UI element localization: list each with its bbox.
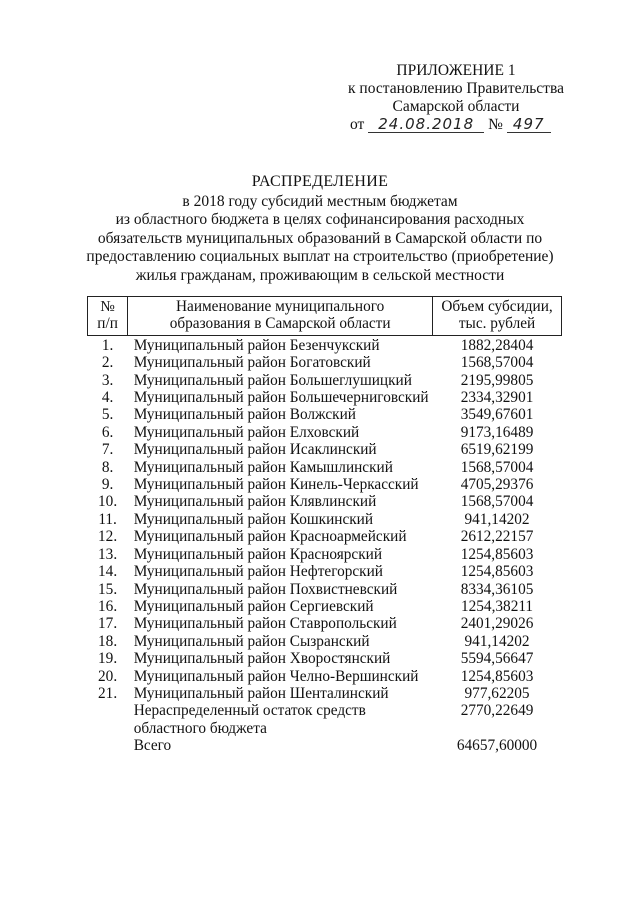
row-value: 2195,99805: [460, 371, 534, 389]
row-value: 9173,16489: [460, 423, 534, 441]
row-number: 20.: [98, 667, 118, 685]
table-row: [88, 335, 562, 354]
row-value: 1254,85603: [460, 667, 534, 685]
row-number: 21.: [98, 684, 118, 702]
row-value: 6519,62199: [460, 441, 534, 459]
row-name: Муниципальный район Большеглушицкий: [133, 371, 412, 389]
table-row: [88, 528, 562, 545]
row-name: Муниципальный район Кинель-Черкасский: [133, 476, 419, 494]
table-row: [88, 354, 562, 371]
row-name: Муниципальный район Челно-Вершинский: [133, 667, 419, 685]
subtitle-line: жилья гражданам, проживающим в сельской местности: [135, 266, 505, 284]
subsidy-table-wrapper: [87, 296, 562, 755]
handwritten-number: 497: [507, 117, 551, 133]
row-number: 17.: [98, 615, 118, 633]
row-value: 1254,85603: [460, 563, 534, 581]
row-value: 1254,38211: [460, 597, 534, 615]
row-name: Муниципальный район Шенталинский: [133, 684, 389, 702]
table-row: [88, 546, 562, 563]
row-name: Муниципальный район Камышлинский: [133, 458, 393, 476]
row-value: 941,14202: [464, 510, 530, 528]
row-number: 18.: [98, 632, 118, 650]
table-row: [88, 650, 562, 667]
subtitle-line: обязательств муниципальных образований в Самарской области по: [97, 229, 543, 247]
table-body: [88, 335, 562, 754]
table-row: [88, 372, 562, 389]
header-name-line1: Наименование муниципального: [175, 298, 385, 315]
row-number: 3.: [101, 371, 114, 389]
appendix-title: ПРИЛОЖЕНИЕ 1: [396, 62, 516, 79]
table-row: [88, 615, 562, 632]
subtitle-line: в 2018 году субсидий местным бюджетам: [182, 192, 458, 210]
row-value: 941,14202: [464, 632, 530, 650]
table-row: [88, 441, 562, 458]
table-row: [88, 563, 562, 580]
document-heading: РАСПРЕДЕЛЕНИЕ: [251, 173, 389, 190]
row-value: 1568,57004: [460, 493, 534, 511]
table-row: [88, 668, 562, 685]
total-row: [88, 737, 562, 754]
row-value: 1568,57004: [460, 458, 534, 476]
row-number-empty: [88, 737, 128, 754]
row-value: 5594,56647: [460, 650, 534, 668]
number-prefix: №: [488, 116, 503, 133]
header-value-line1: Объем субсидии,: [441, 298, 553, 315]
table-header-row: [88, 297, 562, 336]
table-row: [88, 685, 562, 702]
appendix-date-line: [336, 116, 576, 134]
total-label: Всего: [133, 737, 172, 755]
row-value: 2612,22157: [460, 528, 534, 546]
row-number-empty: [88, 702, 128, 737]
table-row: [88, 406, 562, 423]
subtitle-line: из областного бюджета в целях софинансирования расходных: [115, 211, 525, 229]
row-name: Муниципальный район Безенчукский: [133, 336, 380, 354]
row-name: Муниципальный район Большечерниговский: [133, 389, 429, 407]
header-name-line2: образования в Самарской области: [169, 315, 391, 333]
row-name: Муниципальный район Кошкинский: [133, 510, 374, 528]
table-row: [88, 459, 562, 476]
row-name: Муниципальный район Красноярский: [133, 545, 383, 563]
table-row: [88, 598, 562, 615]
row-name: Муниципальный район Исаклинский: [133, 441, 377, 459]
subsidy-table: [87, 296, 562, 755]
row-value: 2334,32901: [460, 389, 534, 407]
date-prefix: от: [350, 116, 365, 133]
row-number: 15.: [98, 580, 118, 598]
row-value: 2401,29026: [460, 615, 534, 633]
header-value-line2: тыс. рублей: [458, 315, 536, 333]
row-value: 8334,36105: [460, 580, 534, 598]
row-value: 1254,85603: [460, 545, 534, 563]
appendix-header: [336, 62, 576, 134]
row-number: 13.: [98, 545, 118, 563]
table-row: [88, 581, 562, 598]
table-row: [88, 476, 562, 493]
row-name: Муниципальный район Клявлинский: [133, 493, 377, 511]
row-number: 14.: [98, 563, 118, 581]
remainder-row: [88, 702, 562, 737]
row-name: Муниципальный район Волжский: [133, 406, 356, 424]
row-number: 8.: [101, 458, 114, 476]
table-row: [88, 424, 562, 441]
handwritten-date: 24.08.2018: [368, 117, 484, 133]
header-value: [433, 297, 562, 336]
table-row: [88, 633, 562, 650]
row-name: Муниципальный район Богатовский: [133, 354, 371, 372]
row-value: 1568,57004: [460, 354, 534, 372]
row-number: 19.: [98, 650, 118, 668]
row-number: 1.: [101, 336, 114, 354]
header-number: [88, 297, 128, 336]
row-name: Муниципальный район Ставропольский: [133, 615, 397, 633]
row-number: 6.: [101, 423, 114, 441]
row-value: 3549,67601: [460, 406, 534, 424]
remainder-value: 2770,22649: [460, 702, 534, 720]
row-number: 5.: [101, 406, 114, 424]
header-name: [128, 297, 433, 336]
row-value: 977,62205: [464, 684, 530, 702]
row-number: 7.: [101, 441, 114, 459]
row-name: Муниципальный район Сергиевский: [133, 597, 374, 615]
row-number: 16.: [98, 597, 118, 615]
remainder-name: Нераспределенный остаток средств областного бюджета: [133, 702, 366, 737]
row-value: 1882,28404: [460, 336, 534, 354]
row-name: Муниципальный район Красноармейский: [133, 528, 407, 546]
row-name: Муниципальный район Сызранский: [133, 632, 370, 650]
row-number: 4.: [101, 389, 114, 407]
row-number: 11.: [98, 510, 117, 528]
row-value: 4705,29376: [460, 476, 534, 494]
subtitle-line: предоставлению социальных выплат на строительство (приобретение): [86, 248, 554, 266]
document-title-block: [80, 173, 560, 286]
row-number: 9.: [101, 476, 114, 494]
row-number: 10.: [98, 493, 118, 511]
row-name: Муниципальный район Елховский: [133, 423, 360, 441]
appendix-resolution-line: к постановлению Правительства: [348, 80, 564, 97]
header-number-line2: п/п: [97, 315, 118, 333]
row-name: Муниципальный район Похвистневский: [133, 580, 398, 598]
row-name: Муниципальный район Нефтегорский: [133, 563, 383, 581]
appendix-region-line: Самарской области: [392, 98, 520, 115]
row-name: Муниципальный район Хворостянский: [133, 650, 391, 668]
table-row: [88, 493, 562, 510]
row-number: 12.: [98, 528, 118, 546]
table-row: [88, 389, 562, 406]
header-number-line1: №: [100, 298, 115, 315]
table-row: [88, 511, 562, 528]
total-value: 64657,60000: [456, 737, 538, 755]
row-number: 2.: [101, 354, 114, 372]
